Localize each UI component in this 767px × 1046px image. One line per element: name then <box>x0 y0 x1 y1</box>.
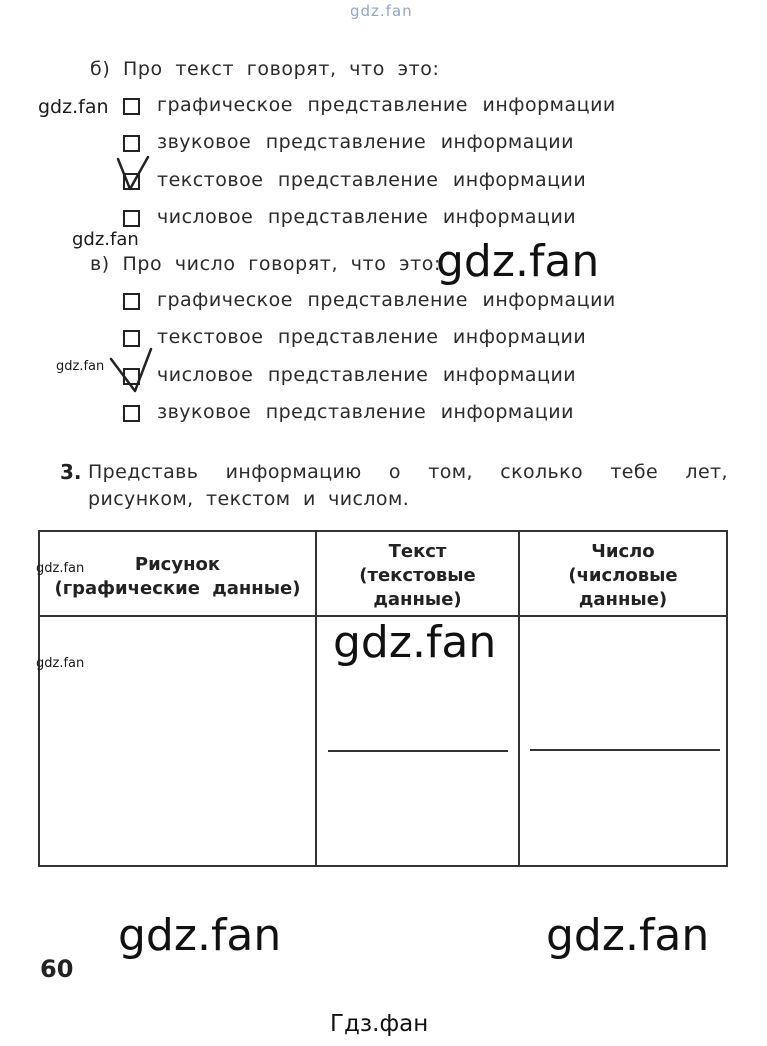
question-b-option-1-checkbox[interactable] <box>123 98 140 115</box>
question-c-prompt: в) Про число говорят, что это: <box>90 253 442 275</box>
table-header-line: (числовые <box>568 565 678 586</box>
task-3-line-1 <box>88 461 728 483</box>
question-b-option-1-label: графическое представление информации <box>157 94 616 116</box>
text-answer-line[interactable] <box>328 750 508 752</box>
question-c-option-1-label: графическое представление информации <box>157 289 616 311</box>
question-c-option-3-label: числовое представление информации <box>157 364 577 386</box>
table-header-line: Число <box>591 541 655 562</box>
question-b-option-4-label: числовое представление информации <box>157 206 577 228</box>
page-number: 60 <box>40 955 74 983</box>
task-3-line-2: рисунком, текстом и числом. <box>88 488 410 510</box>
watermark-table-2: gdz.fan <box>36 656 85 671</box>
watermark-left-b: gdz.fan <box>38 96 109 118</box>
task-3-word: тебе <box>610 461 659 483</box>
task-3-word: сколько <box>500 461 584 483</box>
watermark-left-c: gdz.fan <box>72 229 139 250</box>
question-b-option-2-checkbox[interactable] <box>123 135 140 152</box>
check-mark-icon <box>114 155 154 195</box>
table-header-line: Рисунок <box>134 554 221 575</box>
table-header-line: данные) <box>578 589 668 610</box>
watermark-top: gdz.fan <box>350 2 413 20</box>
table-header-line: (графические данные) <box>54 578 301 599</box>
task-3-word: информацию <box>225 461 362 483</box>
table-header-line: данные) <box>373 589 462 610</box>
watermark-small-c-option3: gdz.fan <box>56 359 105 374</box>
question-c-option-4-label: звуковое представление информации <box>157 401 574 423</box>
question-b-option-3-label: текстовое представление информации <box>157 169 587 191</box>
table-header-line: (текстовые <box>359 565 476 586</box>
question-b-prompt: б) Про текст говорят, что это: <box>90 58 440 80</box>
watermark-center-big: gdz.fan <box>436 236 600 287</box>
task-3-number: 3. <box>60 460 82 484</box>
question-c-option-1-checkbox[interactable] <box>123 293 140 310</box>
question-b-option-4-checkbox[interactable] <box>123 210 140 227</box>
task-3-word: Представь <box>88 461 199 483</box>
task-3-word: лет, <box>685 461 728 483</box>
watermark-table-1: gdz.fan <box>36 561 85 576</box>
task-3-word: о <box>388 461 401 483</box>
question-c-option-2-label: текстовое представление информации <box>157 326 587 348</box>
number-answer-line[interactable] <box>530 749 720 751</box>
watermark-footer: Гдз.фан <box>330 1011 429 1037</box>
watermark-table-big: gdz.fan <box>333 617 497 668</box>
watermark-bottom-right: gdz.fan <box>546 910 710 961</box>
watermark-bottom-left: gdz.fan <box>118 910 282 961</box>
question-c-option-4-checkbox[interactable] <box>123 405 140 422</box>
table-header-number <box>520 540 726 612</box>
question-b-option-2-label: звуковое представление информации <box>157 131 574 153</box>
task-3-word: том, <box>428 461 473 483</box>
table-header-line: Текст <box>388 541 447 562</box>
table-header-text <box>317 540 518 612</box>
check-mark-icon <box>107 345 155 393</box>
